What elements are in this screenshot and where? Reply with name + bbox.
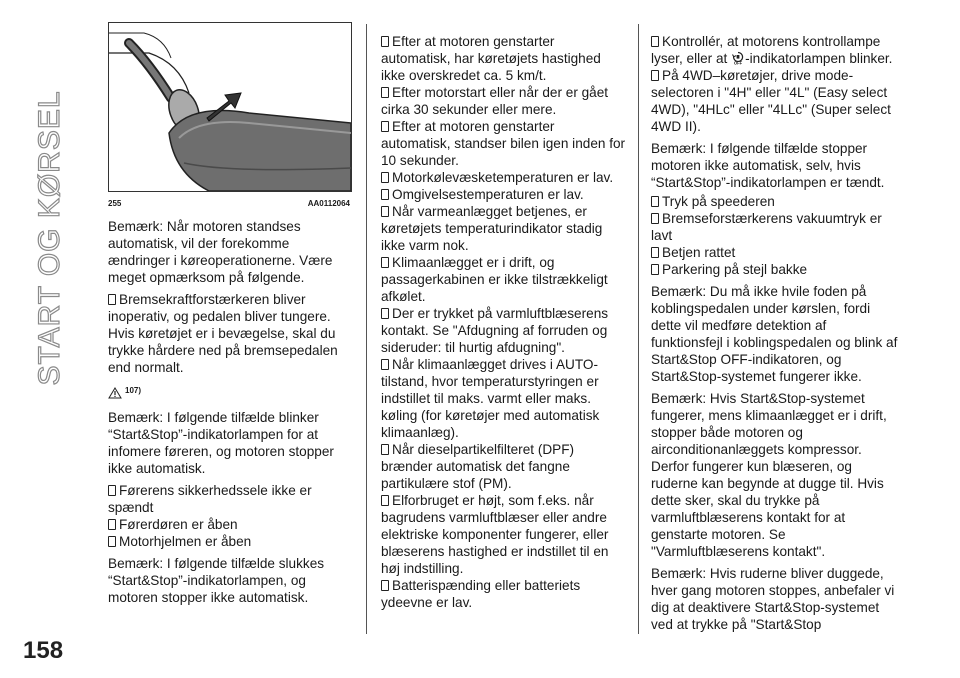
figure-pedal-illustration bbox=[108, 22, 352, 192]
list-item: Bremsekraftforstærkeren bliver inoperativ, og pedalen bliver tungere. Hvis køretøjet er i bevægelse, skal du trykke hårdere ned på bremsepedalen end normalt. bbox=[108, 292, 338, 375]
column-3 bbox=[651, 33, 901, 638]
list-item: Elforbruget er højt, som f.eks. når bagrudens varmluftblæser eller andre elektriske komponenter fungerer, eller blæserens hastighed er indstillet til en høj indstilling. bbox=[381, 493, 609, 576]
warning-triangle-icon bbox=[108, 387, 122, 399]
list-item: Betjen rattet bbox=[651, 244, 901, 261]
bullet-square-icon bbox=[381, 172, 389, 183]
bullet-square-icon bbox=[381, 444, 389, 455]
column-2 bbox=[381, 33, 627, 611]
bullet-square-icon bbox=[381, 121, 389, 132]
bullet-square-icon bbox=[651, 213, 659, 224]
bullet-square-icon bbox=[651, 36, 659, 47]
note-paragraph: Bemærk: I følgende tilfælde blinker “Start&Stop”-indikatorlampen for at infomere føreren, og motoren stopper ikke automatisk. bbox=[108, 410, 334, 476]
page-number: 158 bbox=[23, 637, 64, 664]
bullet-square-icon bbox=[108, 294, 116, 305]
list-item: Klimaanlægget er i drift, og passagerkabinen er ikke tilstrækkeligt afkølet. bbox=[381, 255, 608, 304]
warning-reference: 107) bbox=[108, 382, 350, 399]
bullet-square-icon bbox=[381, 189, 389, 200]
note-paragraph: Bemærk: I følgende tilfælde stopper motoren ikke automatisk, selv, hvis “Start&Stop”-indikatorlampen er tændt. bbox=[651, 141, 885, 190]
list-item: Der er trykket på varmluftblæserens kontakt. Se "Afdugning af forruden og sideruder: til hurtig afdugning". bbox=[381, 306, 609, 355]
start-stop-off-indicator-icon bbox=[731, 51, 745, 65]
note-paragraph: Bemærk: I følgende tilfælde slukkes “Start&Stop”-indikatorlampen, og motoren stopper ikke automatisk. bbox=[108, 556, 325, 605]
bullet-square-icon bbox=[108, 536, 116, 547]
list-item: Når klimaanlægget drives i AUTO-tilstand, hvor temperaturstyringen er indstillet til maks. varmt eller maks. køling (for køretøjer med automatisk klimaanlæg). bbox=[381, 357, 600, 440]
bullet-square-icon bbox=[651, 196, 659, 207]
list-item: Motorhjelmen er åben bbox=[108, 533, 350, 550]
note-paragraph: Bemærk: Du må ikke hvile foden på koblingspedalen under kørslen, fordi dette vil medføre detektion af funktionsfejl i koblingspedalen og blink af Start&Stop OFF-indikatoren, og Start&Stop-systemet fungerer ikke. bbox=[651, 284, 898, 384]
pedal-illustration bbox=[109, 23, 351, 191]
bullet-square-icon bbox=[651, 264, 659, 275]
column-1 bbox=[108, 22, 350, 611]
list-item: Bremseforstærkerens vakuumtryk er lavt bbox=[651, 211, 882, 243]
bullet-square-icon bbox=[381, 206, 389, 217]
bullet-square-icon bbox=[381, 495, 389, 506]
list-item: Når varmeanlægget betjenes, er køretøjets temperaturindikator stadig ikke varm nok. bbox=[381, 204, 603, 253]
list-item: Tryk på speederen bbox=[651, 193, 901, 210]
note-paragraph: Bemærk: Hvis Start&Stop-systemet fungerer, mens klimaanlægget er i drift, stopper både motoren og airconditionanlæggets kompressor. Derfor fungerer kun blæseren, og ruderne kan begynde at dugge til. Hvis dette sker, skal du trykke på varmluftblæserens kontakt for at genstarte motoren. Se "Varmluftblæserens kontakt". bbox=[651, 391, 887, 559]
list-item: Parkering på stejl bakke bbox=[651, 261, 901, 278]
list-item: Motorkølevæsketemperaturen er lav. bbox=[381, 169, 627, 186]
list-item: Førerdøren er åben bbox=[108, 516, 350, 533]
figure-caption bbox=[108, 195, 350, 212]
bullet-square-icon bbox=[381, 36, 389, 47]
list-item: Førerens sikkerhedssele ikke er spændt bbox=[108, 483, 312, 515]
bullet-square-icon bbox=[381, 580, 389, 591]
list-item: Kontrollér, at motorens kontrollampe lyser, eller at OFF -indikatorlampen blinker. bbox=[651, 34, 893, 66]
figure-label: 255 bbox=[108, 199, 122, 208]
list-item: Efter at motoren genstarter automatisk, har køretøjets hastighed ikke overskredet ca. 5 km/t. bbox=[381, 34, 601, 83]
bullet-square-icon bbox=[381, 87, 389, 98]
list-item: På 4WD–køretøjer, drive mode-selectoren i "4H" eller "4L" (Easy select 4WD), "4HLc" eller "4LLc" (Super select 4WD II). bbox=[651, 68, 891, 134]
bullet-square-icon bbox=[108, 519, 116, 530]
bullet-square-icon bbox=[108, 485, 116, 496]
list-item: Efter at motoren genstarter automatisk, standser bilen igen inden for 10 sekunder. bbox=[381, 119, 626, 168]
bullet-square-icon bbox=[651, 247, 659, 258]
note-paragraph: Bemærk: Når motoren standses automatisk, vil der forekomme ændringer i køreoperationerne. Være meget opmærksom på følgende. bbox=[108, 219, 333, 285]
list-item: Efter motorstart eller når der er gået cirka 30 sekunder eller mere. bbox=[381, 85, 609, 117]
section-side-title: START OG KØRSEL bbox=[33, 90, 66, 386]
column-divider bbox=[366, 24, 367, 634]
list-item: Når dieselpartikelfilteret (DPF) brænder automatisk det fangne partikulære stof (PM). bbox=[381, 442, 575, 491]
svg-text:OFF: OFF bbox=[733, 60, 743, 65]
column-divider bbox=[638, 24, 639, 634]
list-item: Omgivelsestemperaturen er lav. bbox=[381, 186, 627, 203]
bullet-square-icon bbox=[381, 359, 389, 370]
bullet-square-icon bbox=[651, 70, 659, 81]
bullet-square-icon bbox=[381, 308, 389, 319]
figure-code: AA0112064 bbox=[307, 199, 350, 208]
list-item: Batterispænding eller batteriets ydeevne er lav. bbox=[381, 578, 581, 610]
bullet-square-icon bbox=[381, 257, 389, 268]
note-paragraph: Bemærk: Hvis ruderne bliver duggede, hver gang motoren stoppes, anbefaler vi dig at deaktivere Start&Stop-systemet ved at trykke på "Start&Stop bbox=[651, 566, 895, 632]
